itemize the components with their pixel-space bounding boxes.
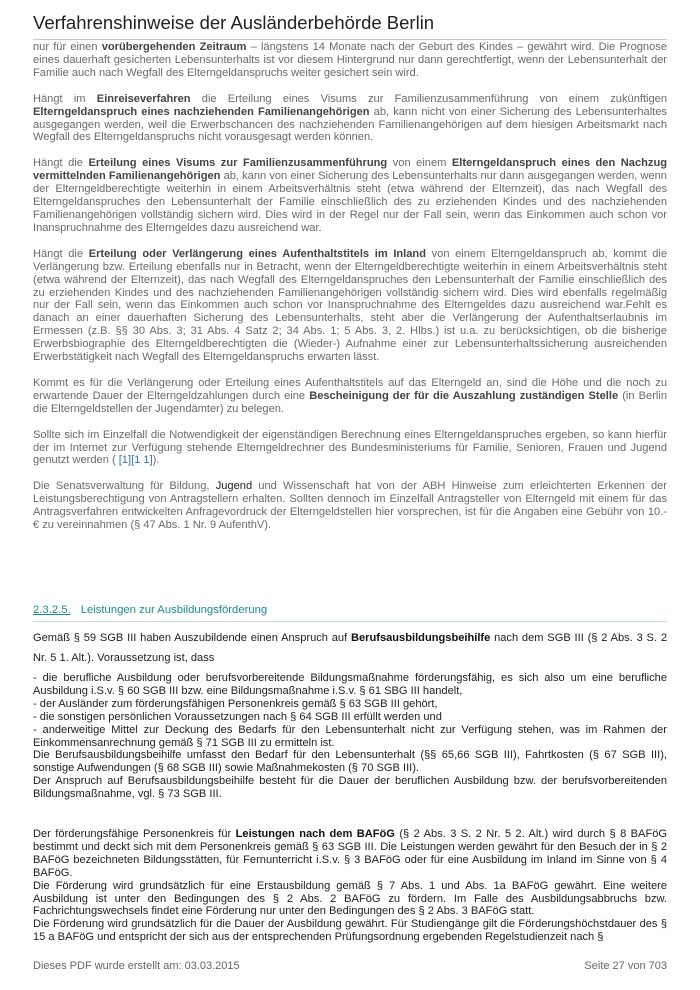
paragraph-residence-title-extension: Hängt die Erteilung oder Verlängerung eines Aufenthaltstitels im Inland von einem Elterngeldanspruch ab, kommt die Verlängerung bzw. Erteilung ebenfalls nur in Betracht, wenn der Elterngeldberechtigte weiterhin in einem Arbeitsverhältnis steht (etwa während der Elternzeit), das nach Wegfall des Elterngeldanspruches den Lebensunterhalt der Familie einschließlich des zu erziehenden Kindes und des nachziehenden Familienangehörigen vollständig sichern wird. Dies wird ebenfalls regelmäßig nur der Fall sein, wenn das Einkommen auch schon vor Inanspruchnahme des Elterngeldes dazu ausreichend war.Fehlt es danach an einer dauerhaften Sicherung des Lebensunterhalts, steht aber die Verlängerung der Aufenthaltserlaubnis im Ermessen (z.B. §§ 30 Abs. 3; 31 Abs. 4 Satz 2; 34 Abs. 1; 5 Abs. 3, 2. Hlbs.) ist u.a. zu berücksichtigen, ob die bisherige Erwerbsbiographie des Elterngeldberechtigten die (Wieder-) Aufnahme einer zur Lebensunterhaltssicherung ausreichenden Erwerbstätigkeit nach Wegfall des Elterngeldanspruchs erwarten lässt.	[33, 247, 667, 364]
section-intro: Gemäß § 59 SGB III haben Auszubildende einen Anspruch auf Berufsausbildungsbeihilfe nach dem SGB III (§ 2 Abs. 3 S. 2 Nr. 5 1. Alt.). Voraussetzung ist, dass	[33, 632, 667, 664]
paragraph-senate-administration: Die Senatsverwaltung für Bildung, Jugend und Wissenschaft hat von der ABH Hinweise zum erleichterten Erkennen der Leistungsberechtigung von Antragstellern erhalten. Sollten dennoch im Einzelfall Antragsteller von Elterngeld mit einem für das Antragsverfahren entwickelten Anfragevordruck der Elterngeldstellen hier vorsprechen, ist für die Angaben eine Gebühr von 10.- € zu vereinnahmen (§ 47 Abs. 1 Nr. 9 AufenthV).	[33, 480, 667, 532]
list-item: - anderweitige Mittel zur Deckung des Bedarfs für den Lebensunterhalt nicht zur Verfügung stehen, was im Rahmen der Einkommensanrechnung gemäß § 71 SGB III zu ermitteln ist.	[33, 723, 667, 749]
paragraph-entry-procedure: Hängt im Einreiseverfahren die Erteilung eines Visums zur Familienzusammenführung von einem zukünftigen Elterngeldanspruch eines nachziehenden Familienangehörigen ab, kann nicht von einer Sicherung des Lebensunterhaltes ausgegangen werden, weil die Erwerbschancen des nachziehenden Familienangehörigen auf dem hiesigen Arbeitsmarkt nach Wegfall des Elterngeldanspruchs nicht vorausgesagt werden können.	[33, 92, 667, 144]
page-footer	[33, 960, 667, 972]
page-title: Verfahrenshinweise der Ausländerbehörde Berlin	[33, 12, 435, 33]
paragraph-family-reunification-visa: Hängt die Erteilung eines Visums zur Familienzusammenführung von einem Elterngeldanspruch eines den Nachzug vermittelnden Familienangehörigen ab, kann von einer Sicherung des Lebensunterhalts nur dann ausgegangen werden, wenn der Elterngeldberechtigte weiterhin in einem Arbeitsverhältnis steht (etwa während der Elternzeit), das nach Wegfall des Elterngeldanspruches den Lebensunterhalt der Familie einschließlich des zu erziehenden Kindes und des nachziehenden Familienangehörigen vollständig sichern wird. Dies wird in der Regel nur der Fall sein, wenn das Einkommen auch schon vor Inanspruchnahme des Elterngeldes dazu ausreichend war.	[33, 157, 667, 234]
list-item: Die Berufsausbildungsbeihilfe umfasst den Bedarf für den Lebensunterhalt (§§ 65,66 SGB III), Fahrtkosten (§ 67 SGB III), sonstige Aufwendungen (§ 68 SGB III) sowie Maßnahmekosten (§ 70 SGB III).	[33, 749, 667, 775]
list-item: Der Anspruch auf Berufsausbildungsbeihilfe besteht für die Dauer der beruflichen Ausbildung bzw. der berufsvorbereitenden Bildungsmaßnahme, vgl. § 73 SGB III.	[33, 775, 667, 801]
section-divider	[33, 621, 667, 622]
list-item: - die berufliche Ausbildung oder berufsvorbereitende Bildungsmaßnahme förderungsfähig, es sich also um eine berufliche Ausbildung i.S.v. § 60 SGB III bzw. eine Bildungsmaßnahme i.S.v. § 61 SBG III handelt,	[33, 672, 667, 697]
creation-date: Dieses PDF wurde erstellt am: 03.03.2015	[33, 960, 240, 972]
paragraph-elterngeld-calculator: Sollte sich im Einzelfall die Notwendigkeit der eigenständigen Berechnung eines Elterngeldanspruches ergeben, so kann hierfür der im Internet zur Verfügung stehende Elterngeldrechner des Bundesministeriums für Familie, Senioren, Frauen und Jugend genutzt werden ( [1][1 1]).	[33, 428, 667, 467]
main-content	[33, 41, 667, 532]
section-body	[33, 628, 667, 801]
list-item: - der Ausländer zum förderungsfähigen Personenkreis gemäß § 63 SGB III gehört,	[33, 697, 438, 710]
section-title: Leistungen zur Ausbildungsförderung	[80, 604, 268, 616]
paragraph-temporary-period: nur für einen vorübergehenden Zeitraum – längstens 14 Monate nach der Geburt des Kindes – gewährt wird. Die Prognose eines dauerhaft gesicherten Lebensunterhalts ist vor diesem Hintergrund nur dann gerechtfertigt, wenn der Lebensunterhalt der Familie auch nach Wegfall des Elterngeldanspruchs weiter gesichert sein wird.	[33, 41, 667, 79]
paragraph-certificate: Kommt es für die Verlängerung oder Erteilung eines Aufenthaltstitels auf das Elterngeld an, sind die Höhe und die noch zu erwartende Dauer der Elterngeldzahlungen durch eine Bescheinigung der für die Auszahlung zuständigen Stelle (in Berlin die Elterngeldstellen der Jugendämter) zu belegen.	[33, 376, 668, 415]
section-heading	[33, 604, 667, 622]
list-item: - die sonstigen persönlichen Voraussetzungen nach § 64 SGB III erfüllt werden und	[33, 710, 442, 723]
paragraph-bafog-first-education: Die Förderung wird grundsätzlich für eine Erstausbildung gemäß § 7 Abs. 1 und Abs. 1a BAFöG gewährt. Eine weitere Ausbildung ist unter den Bedingungen des § 2 Abs. 2 BAFöG zu fördern. Im Falle des Ausbildungsabbruchs bzw. Fachrichtungswechsels findet eine Förderung nur unter den Bedingungen des § 2 Abs. 3 BAFöG statt.	[33, 879, 667, 918]
bafog-section	[33, 828, 667, 944]
section-number-link[interactable]: 2.3.2.5.	[33, 604, 71, 616]
paragraph-bafog-duration: Die Förderung wird grundsätzlich für die Dauer der Ausbildung gewährt. Für Studiengänge gilt die Förderungshöchstdauer des § 15 a BAFöG und entspricht der sich aus der entsprechenden Prüfungsordnung ergebenden Regelstudienzeit nach §	[33, 918, 667, 944]
page-header	[33, 11, 667, 40]
header-divider	[33, 39, 667, 40]
footnote-link-1[interactable]: [1]	[118, 454, 132, 467]
footnote-link-1-1[interactable]: [1 1]	[131, 454, 153, 467]
page-number: Seite 27 von 703	[584, 960, 667, 972]
requirements-list	[33, 672, 667, 801]
paragraph-bafog-eligibility: Der förderungsfähige Personenkreis für Leistungen nach dem BAFöG (§ 2 Abs. 3 S. 2 Nr. 5 2. Alt.) wird durch § 8 BAFöG bestimmt und deckt sich mit dem Personenkreis gemäß § 63 SGB III. Die Leistungen werden gewährt für den Besuch der in § 2 BAFöG bezeichneten Bildungsstätten, für Fernunterricht i.S.v. § 3 BAFöG oder für eine Ausbildung im Inland im Sinne von § 4 BAFöG.	[33, 828, 668, 879]
